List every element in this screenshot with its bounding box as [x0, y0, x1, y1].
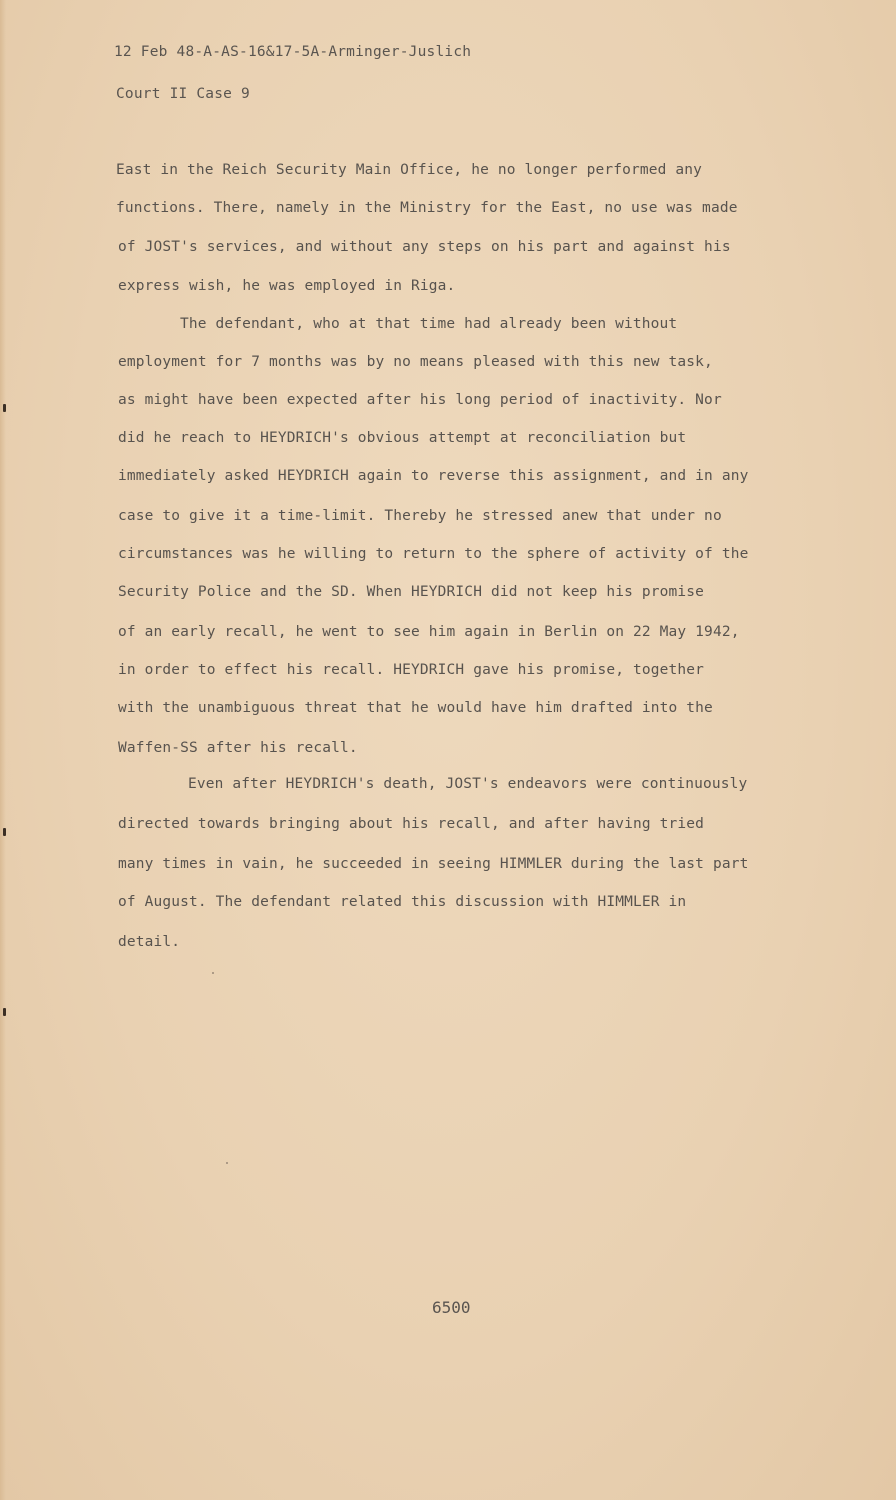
text-line: The defendant, who at that time had already been without — [180, 316, 678, 332]
text-line: of August. The defendant related this discussion with HIMMLER in — [118, 894, 687, 910]
paper-speck — [212, 972, 214, 974]
text-line: as might have been expected after his long period of inactivity. Nor — [118, 392, 722, 408]
margin-mark — [3, 404, 6, 412]
margin-mark — [3, 1008, 6, 1016]
text-line: with the unambiguous threat that he would have him drafted into the — [118, 700, 713, 716]
page-number: 6500 — [432, 1298, 471, 1317]
text-line: Even after HEYDRICH's death, JOST's endeavors were continuously — [188, 776, 748, 792]
margin-mark — [3, 828, 6, 836]
paper-speck — [226, 1162, 228, 1164]
text-line: of JOST's services, and without any steps on his part and against his — [118, 239, 731, 255]
text-line: Security Police and the SD. When HEYDRICH did not keep his promise — [118, 584, 705, 600]
text-line: directed towards bringing about his recall, and after having tried — [118, 816, 705, 832]
text-line: of an early recall, he went to see him again in Berlin on 22 May 1942, — [118, 624, 740, 640]
text-line: detail. — [118, 934, 181, 950]
text-line: Waffen-SS after his recall. — [118, 740, 358, 756]
text-line: did he reach to HEYDRICH's obvious attempt at reconciliation but — [118, 430, 687, 446]
court-case-label: Court II Case 9 — [116, 86, 250, 102]
text-line: many times in vain, he succeeded in seeing HIMMLER during the last part — [118, 856, 749, 872]
text-line: express wish, he was employed in Riga. — [118, 278, 456, 294]
text-line: case to give it a time-limit. Thereby he stressed anew that under no — [118, 508, 722, 524]
text-line: East in the Reich Security Main Office, he no longer performed any — [116, 162, 703, 178]
text-line: functions. There, namely in the Ministry for the East, no use was made — [116, 200, 738, 216]
text-line: in order to effect his recall. HEYDRICH gave his promise, together — [118, 662, 705, 678]
text-line: immediately asked HEYDRICH again to reverse this assignment, and in any — [118, 468, 749, 484]
text-line: circumstances was he willing to return to the sphere of activity of the — [118, 546, 749, 562]
text-line: employment for 7 months was by no means pleased with this new task, — [118, 354, 713, 370]
document-reference: 12 Feb 48-A-AS-16&17-5A-Arminger-Juslich — [114, 44, 472, 60]
page-edge — [0, 0, 6, 1500]
